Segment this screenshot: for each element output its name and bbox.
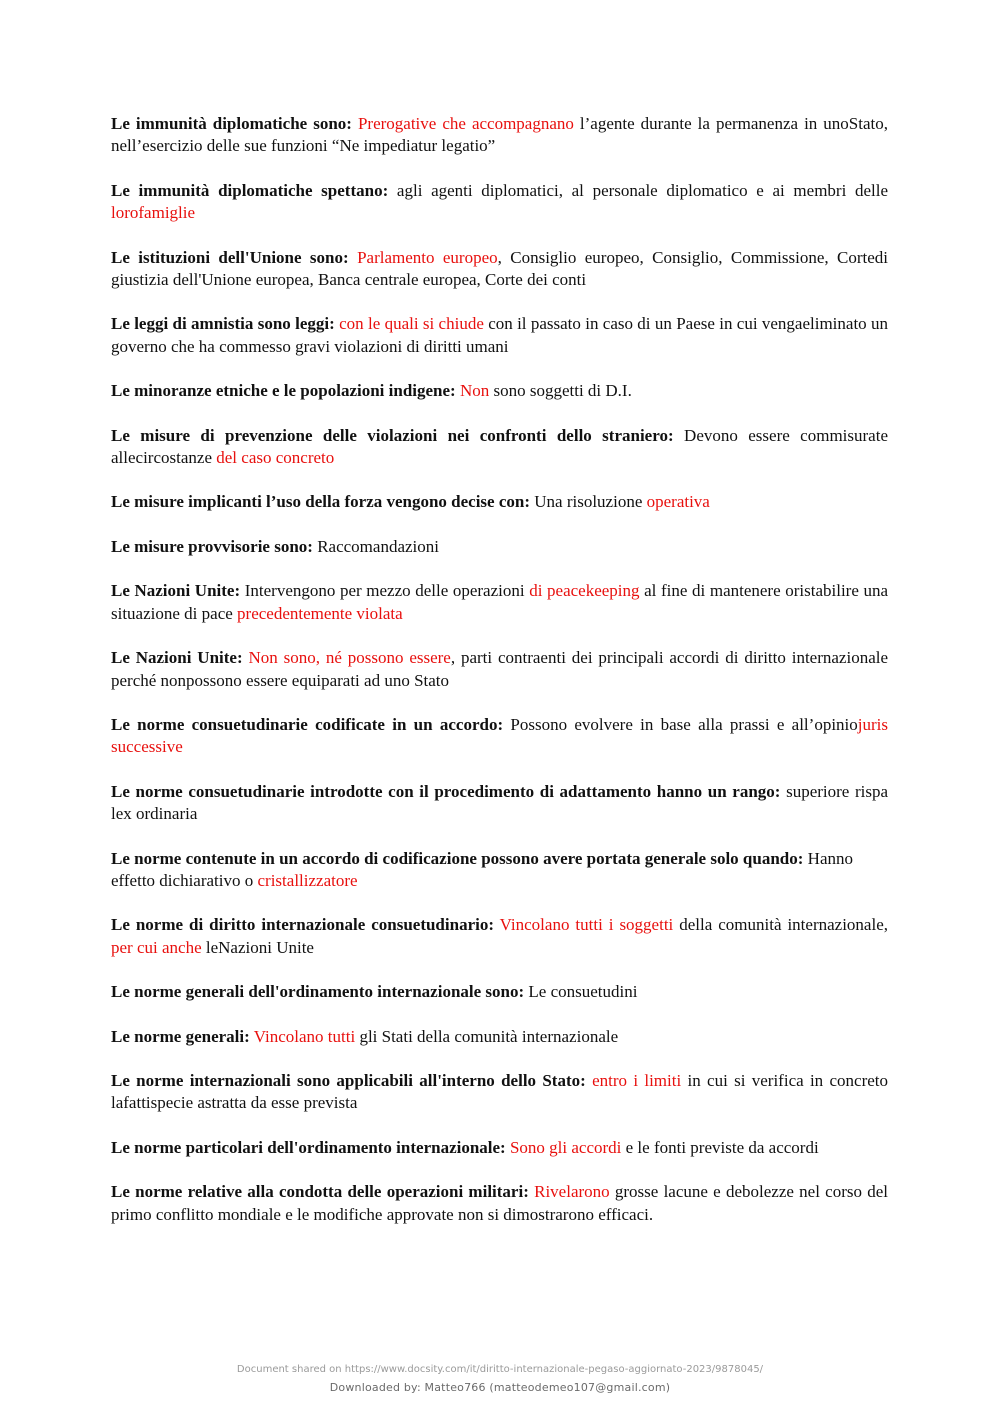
entry-answer-text: della comunità internazionale, (673, 915, 888, 935)
entry-istituzioni-unione (111, 247, 888, 292)
entry-answer-text: l’agente durante la permanenza in unoStato, nell’esercizio delle sue funzioni “Ne impediatur legatio” (111, 114, 889, 156)
entry-norme-diritto-consuetudinario (111, 914, 888, 959)
entry-misure-provvisorie (111, 536, 888, 558)
entry-answer-text: Le consuetudini (524, 982, 638, 1002)
entry-norme-consuetudinarie-codificate (111, 714, 888, 759)
entry-answer-text: con il passato in caso di un Paese in cui vengaeliminato un governo che ha commesso gravi violazioni di diritti umani (111, 314, 888, 356)
entry-question: Le immunità diplomatiche sono: (111, 114, 352, 133)
entry-answer-highlight: lorofamiglie (111, 203, 196, 223)
entry-answer-text: Intervengono per mezzo delle operazioni (240, 581, 530, 601)
entry-question: Le norme contenute in un accordo di codificazione possono avere portata generale solo quando: (111, 848, 804, 868)
entry-nazioni-unite-peacekeeping (111, 580, 888, 625)
entry-answer-text: Hanno effetto dichiarativo o (111, 848, 853, 890)
entry-answer-highlight: del caso concreto (216, 448, 335, 468)
entry-answer-highlight: Vincolano tutti (253, 1026, 356, 1046)
entry-question: Le norme consuetudinarie codificate in un accordo: (111, 714, 504, 734)
entry-answer-text: Una risoluzione (530, 492, 647, 512)
entry-answer-text: Raccomandazioni (312, 536, 439, 556)
entry-question: Le norme di diritto internazionale consuetudinario: (111, 915, 494, 935)
entry-question: Le leggi di amnistia sono leggi: (111, 314, 335, 334)
entry-answer-highlight: juris successive (111, 714, 889, 757)
entry-answer-highlight: entro i limiti (592, 1070, 682, 1090)
entry-answer-text: al fine di mantenere oristabilire una situazione di pace (111, 581, 889, 623)
entry-question: Le norme consuetudinarie introdotte con il procedimento di adattamento hanno un rango: (111, 781, 781, 801)
entry-question: Le istituzioni dell'Unione sono: (111, 247, 349, 267)
entry-norme-particolari (111, 1137, 888, 1159)
entry-question: Le misure implicanti l’uso della forza vengono decise con: (111, 492, 530, 512)
entry-answer-highlight: Rivelarono (534, 1182, 610, 1202)
entry-norme-consuetudinarie-rango (111, 781, 888, 826)
entry-answer-highlight: Sono gli accordi (509, 1137, 622, 1157)
entry-answer-text: superiore rispa lex ordinaria (111, 781, 888, 824)
entry-answer-text: Possono evolvere in base alla prassi e all’opinio (503, 714, 858, 734)
entry-answer-text: grosse lacune e debolezze nel corso del primo conflitto mondiale e le modifiche approvate non si dimostrarono efficaci. (111, 1182, 889, 1224)
entry-answer-text: in cui si verifica in concreto lafattispecie astratta da esse prevista (111, 1070, 889, 1113)
entry-immunita-spettano (111, 180, 888, 225)
entry-answer-highlight: per cui anche (111, 937, 202, 957)
entry-answer-highlight: precedentemente violata (237, 603, 403, 623)
entry-norme-generali (111, 1026, 888, 1048)
entry-leggi-amnistia (111, 313, 888, 358)
entry-question: Le misure di prevenzione delle violazioni nei confronti dello straniero: (111, 425, 674, 445)
entry-question: Le norme generali dell'ordinamento internazionale sono: (111, 982, 525, 1002)
entry-answer-text (349, 248, 357, 267)
entry-answer-highlight: Parlamento europeo (357, 247, 498, 267)
entry-answer-highlight: con le quali si chiude (339, 314, 484, 334)
entry-answer-highlight: Vincolano tutti i soggetti (499, 915, 674, 935)
entry-norme-generali-ordinamento (111, 981, 888, 1003)
entry-question: Le misure provvisorie sono: (111, 536, 313, 556)
entry-misure-forza (111, 491, 888, 513)
entry-norme-operazioni-militari (111, 1181, 888, 1226)
entry-answer-highlight: cristallizzatore (257, 870, 358, 890)
entry-question: Le norme generali: (111, 1026, 250, 1046)
footer-downloaded-by: Downloaded by: Matteo766 (matteodemeo107@gmail.com) (329, 1381, 671, 1394)
entry-answer-text: Devono essere commisurate allecircostanze (111, 425, 888, 468)
entry-answer-highlight: Prerogative che accompagnano (357, 114, 574, 133)
entry-answer-text: leNazioni Unite (201, 937, 314, 957)
entry-question: Le norme particolari dell'ordinamento internazionale: (111, 1137, 506, 1157)
entry-answer-text: e le fonti previste da accordi (621, 1137, 819, 1157)
entry-norme-codificazione (111, 848, 888, 893)
entry-answer-text: agli agenti diplomatici, al personale diplomatico e ai membri delle (388, 180, 889, 200)
entry-answer-text: , parti contraenti dei principali accordi di diritto internazionale perché nonpossono essere equiparati ad uno Stato (111, 648, 889, 690)
document-body (111, 113, 888, 1248)
entry-question: Le norme internazionali sono applicabili all'interno dello Stato: (111, 1070, 586, 1090)
entry-nazioni-unite-accordi (111, 647, 888, 692)
entry-minoranze-etniche (111, 380, 888, 402)
entry-misure-prevenzione (111, 425, 888, 470)
entry-answer-highlight: di peacekeeping (529, 581, 640, 601)
entry-norme-internazionali-applicabili (111, 1070, 888, 1115)
entry-answer-highlight: Non (459, 381, 490, 401)
entry-question: Le norme relative alla condotta delle operazioni militari: (111, 1182, 529, 1202)
entry-question: Le Nazioni Unite: (111, 581, 241, 601)
entry-answer-highlight: operativa (646, 492, 710, 512)
entry-question: Le immunità diplomatiche spettano: (111, 180, 389, 200)
entry-question: Le Nazioni Unite: (111, 648, 243, 668)
footer-shared-notice: Document shared on https://www.docsity.com/it/diritto-internazionale-pegaso-aggiornato-2023/9878045/ (236, 1364, 764, 1375)
entry-answer-highlight: Non sono, né possono essere (248, 648, 451, 668)
entry-answer-text: sono soggetti di D.I. (489, 381, 632, 401)
entry-answer-text: , Consiglio europeo, Consiglio, Commissione, Cortedi giustizia dell'Unione europea, Banca centrale europea, Corte dei conti (111, 247, 889, 290)
entry-immunita-sono (111, 113, 888, 158)
entry-question: Le minoranze etniche e le popolazioni indigene: (111, 381, 456, 401)
entry-answer-text: gli Stati della comunità internazionale (355, 1026, 619, 1046)
